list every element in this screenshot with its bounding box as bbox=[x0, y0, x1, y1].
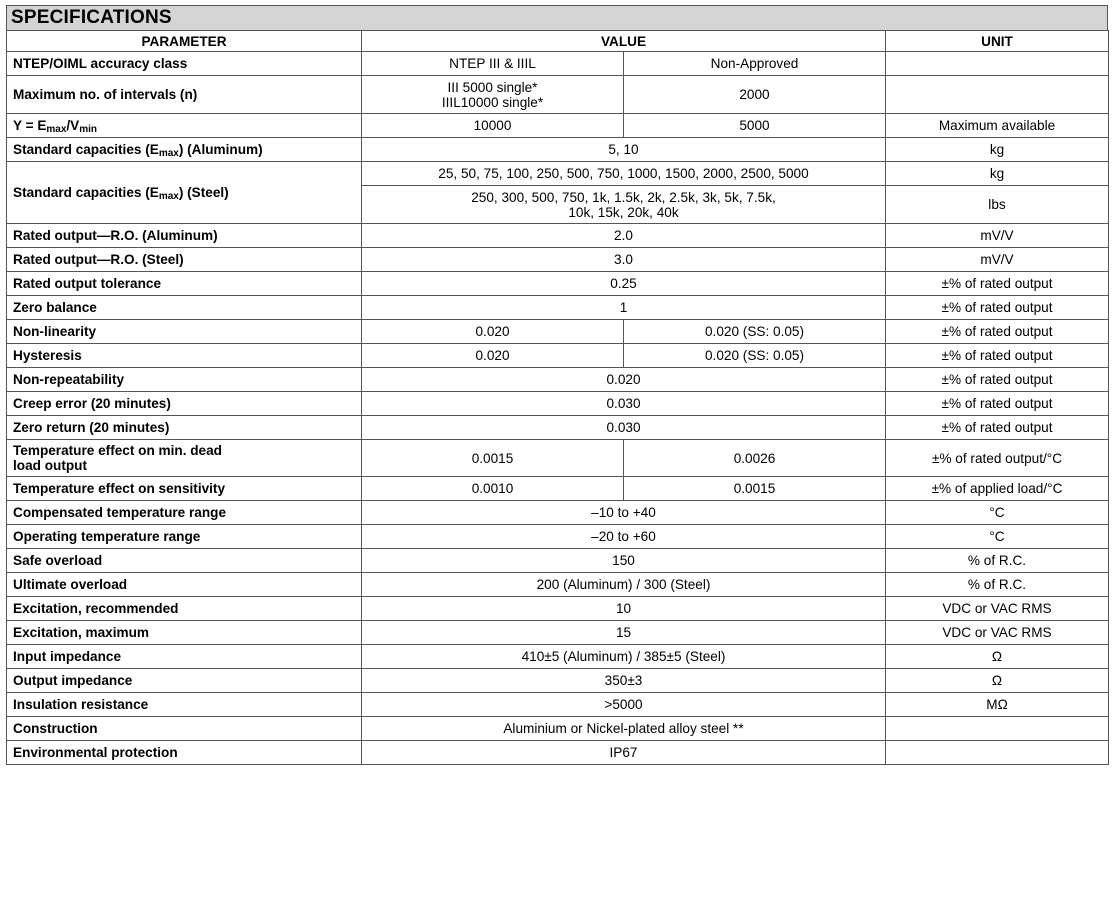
unit-cell: °C bbox=[886, 501, 1109, 525]
param-label: Excitation, recommended bbox=[7, 597, 362, 621]
param-label: Hysteresis bbox=[7, 344, 362, 368]
param-label: Compensated temperature range bbox=[7, 501, 362, 525]
table-row bbox=[7, 114, 1109, 138]
value-cell: 15 bbox=[362, 621, 886, 645]
param-label bbox=[7, 138, 362, 162]
unit-cell: VDC or VAC RMS bbox=[886, 621, 1109, 645]
param-label: Input impedance bbox=[7, 645, 362, 669]
value-cell: IP67 bbox=[362, 741, 886, 765]
unit-cell: ±% of rated output bbox=[886, 320, 1109, 344]
value-cell: 350±3 bbox=[362, 669, 886, 693]
param-label: Safe overload bbox=[7, 549, 362, 573]
param-label: Zero balance bbox=[7, 296, 362, 320]
unit-cell: kg bbox=[886, 162, 1109, 186]
value-cell: 25, 50, 75, 100, 250, 500, 750, 1000, 1500, 2000, 2500, 5000 bbox=[362, 162, 886, 186]
table-row bbox=[7, 52, 1109, 76]
table-row bbox=[7, 597, 1109, 621]
param-label: Excitation, maximum bbox=[7, 621, 362, 645]
param-label: NTEP/OIML accuracy class bbox=[7, 52, 362, 76]
unit-cell: mV/V bbox=[886, 224, 1109, 248]
table-row bbox=[7, 224, 1109, 248]
label-subscript: min bbox=[79, 124, 98, 135]
value-cell: NTEP III & IIIL bbox=[362, 52, 624, 76]
param-label bbox=[7, 162, 362, 224]
unit-header: UNIT bbox=[886, 31, 1109, 52]
value-cell: 0.0010 bbox=[362, 477, 624, 501]
table-row bbox=[7, 344, 1109, 368]
table-row bbox=[7, 320, 1109, 344]
table-row bbox=[7, 477, 1109, 501]
unit-cell: ±% of rated output bbox=[886, 272, 1109, 296]
table-row bbox=[7, 440, 1109, 477]
unit-cell: MΩ bbox=[886, 693, 1109, 717]
unit-cell: °C bbox=[886, 525, 1109, 549]
param-label: Operating temperature range bbox=[7, 525, 362, 549]
value-cell: Aluminium or Nickel-plated alloy steel ** bbox=[362, 717, 886, 741]
param-label: Rated output tolerance bbox=[7, 272, 362, 296]
param-label: Temperature effect on min. dead load output bbox=[7, 440, 362, 477]
unit-cell bbox=[886, 76, 1109, 114]
unit-cell: ±% of rated output bbox=[886, 296, 1109, 320]
label-text: Standard capacities (E bbox=[13, 142, 159, 157]
unit-cell: % of R.C. bbox=[886, 549, 1109, 573]
param-label: Creep error (20 minutes) bbox=[7, 392, 362, 416]
value-cell: 3.0 bbox=[362, 248, 886, 272]
value-cell: 5000 bbox=[624, 114, 886, 138]
unit-cell bbox=[886, 741, 1109, 765]
table-row bbox=[7, 573, 1109, 597]
table-row bbox=[7, 76, 1109, 114]
unit-cell: % of R.C. bbox=[886, 573, 1109, 597]
param-label: Rated output—R.O. (Steel) bbox=[7, 248, 362, 272]
param-label: Ultimate overload bbox=[7, 573, 362, 597]
value-cell: 5, 10 bbox=[362, 138, 886, 162]
value-cell: 0.25 bbox=[362, 272, 886, 296]
table-row bbox=[7, 525, 1109, 549]
label-text: Standard capacities (E bbox=[13, 185, 159, 200]
parameter-header: PARAMETER bbox=[7, 31, 362, 52]
table-row bbox=[7, 621, 1109, 645]
value-cell: 0.0026 bbox=[624, 440, 886, 477]
table-row bbox=[7, 693, 1109, 717]
unit-cell: kg bbox=[886, 138, 1109, 162]
value-cell: 1 bbox=[362, 296, 886, 320]
table-row bbox=[7, 138, 1109, 162]
value-cell: 10000 bbox=[362, 114, 624, 138]
value-cell: 2.0 bbox=[362, 224, 886, 248]
param-label: Insulation resistance bbox=[7, 693, 362, 717]
table-row bbox=[7, 248, 1109, 272]
unit-cell: ±% of rated output/°C bbox=[886, 440, 1109, 477]
label-subscript: max bbox=[158, 148, 179, 159]
param-label: Environmental protection bbox=[7, 741, 362, 765]
param-label: Construction bbox=[7, 717, 362, 741]
value-cell: 0.020 bbox=[362, 320, 624, 344]
table-row bbox=[7, 717, 1109, 741]
param-label: Non-linearity bbox=[7, 320, 362, 344]
value-cell: 0.020 (SS: 0.05) bbox=[624, 320, 886, 344]
label-text: ) (Aluminum) bbox=[178, 142, 263, 157]
unit-cell: ±% of applied load/°C bbox=[886, 477, 1109, 501]
unit-cell bbox=[886, 52, 1109, 76]
value-cell: 2000 bbox=[624, 76, 886, 114]
value-cell: 0.020 bbox=[362, 368, 886, 392]
value-cell: 0.030 bbox=[362, 416, 886, 440]
value-cell: 250, 300, 500, 750, 1k, 1.5k, 2k, 2.5k, 3k, 5k, 7.5k, 10k, 15k, 20k, 40k bbox=[362, 186, 886, 224]
unit-cell: Maximum available bbox=[886, 114, 1109, 138]
table-row bbox=[7, 272, 1109, 296]
table-row bbox=[7, 741, 1109, 765]
param-label: Zero return (20 minutes) bbox=[7, 416, 362, 440]
unit-cell: ±% of rated output bbox=[886, 392, 1109, 416]
value-cell: –10 to +40 bbox=[362, 501, 886, 525]
label-text: ) (Steel) bbox=[178, 185, 229, 200]
label-subscript: max bbox=[46, 124, 67, 135]
table-row bbox=[7, 368, 1109, 392]
value-cell: 0.020 (SS: 0.05) bbox=[624, 344, 886, 368]
value-cell: III 5000 single* IIIL10000 single* bbox=[362, 76, 624, 114]
unit-cell bbox=[886, 717, 1109, 741]
value-cell: 0.030 bbox=[362, 392, 886, 416]
label-text: Y = E bbox=[13, 118, 47, 133]
unit-cell: ±% of rated output bbox=[886, 344, 1109, 368]
table-row bbox=[7, 392, 1109, 416]
value-cell: 0.0015 bbox=[362, 440, 624, 477]
param-label: Rated output—R.O. (Aluminum) bbox=[7, 224, 362, 248]
header-row bbox=[7, 31, 1109, 52]
value-cell: Non-Approved bbox=[624, 52, 886, 76]
unit-cell: VDC or VAC RMS bbox=[886, 597, 1109, 621]
unit-cell: mV/V bbox=[886, 248, 1109, 272]
param-label: Non-repeatability bbox=[7, 368, 362, 392]
value-header: VALUE bbox=[362, 31, 886, 52]
unit-cell: ±% of rated output bbox=[886, 368, 1109, 392]
value-cell: >5000 bbox=[362, 693, 886, 717]
value-cell: 0.0015 bbox=[624, 477, 886, 501]
table-row bbox=[7, 162, 1109, 186]
table-row bbox=[7, 669, 1109, 693]
label-text: /V bbox=[66, 118, 80, 133]
value-cell: –20 to +60 bbox=[362, 525, 886, 549]
unit-cell: Ω bbox=[886, 645, 1109, 669]
table-row bbox=[7, 645, 1109, 669]
table-row bbox=[7, 296, 1109, 320]
value-cell: 0.020 bbox=[362, 344, 624, 368]
param-label: Temperature effect on sensitivity bbox=[7, 477, 362, 501]
specifications-title: SPECIFICATIONS bbox=[6, 5, 1108, 30]
param-label bbox=[7, 114, 362, 138]
value-cell: 200 (Aluminum) / 300 (Steel) bbox=[362, 573, 886, 597]
label-subscript: max bbox=[158, 191, 179, 202]
table-row bbox=[7, 549, 1109, 573]
table-row bbox=[7, 501, 1109, 525]
unit-cell: Ω bbox=[886, 669, 1109, 693]
value-cell: 10 bbox=[362, 597, 886, 621]
specifications-table bbox=[6, 30, 1109, 765]
value-cell: 410±5 (Aluminum) / 385±5 (Steel) bbox=[362, 645, 886, 669]
specifications-section bbox=[6, 5, 1108, 765]
param-label: Output impedance bbox=[7, 669, 362, 693]
unit-cell: ±% of rated output bbox=[886, 416, 1109, 440]
param-label: Maximum no. of intervals (n) bbox=[7, 76, 362, 114]
table-row bbox=[7, 416, 1109, 440]
unit-cell: lbs bbox=[886, 186, 1109, 224]
value-cell: 150 bbox=[362, 549, 886, 573]
